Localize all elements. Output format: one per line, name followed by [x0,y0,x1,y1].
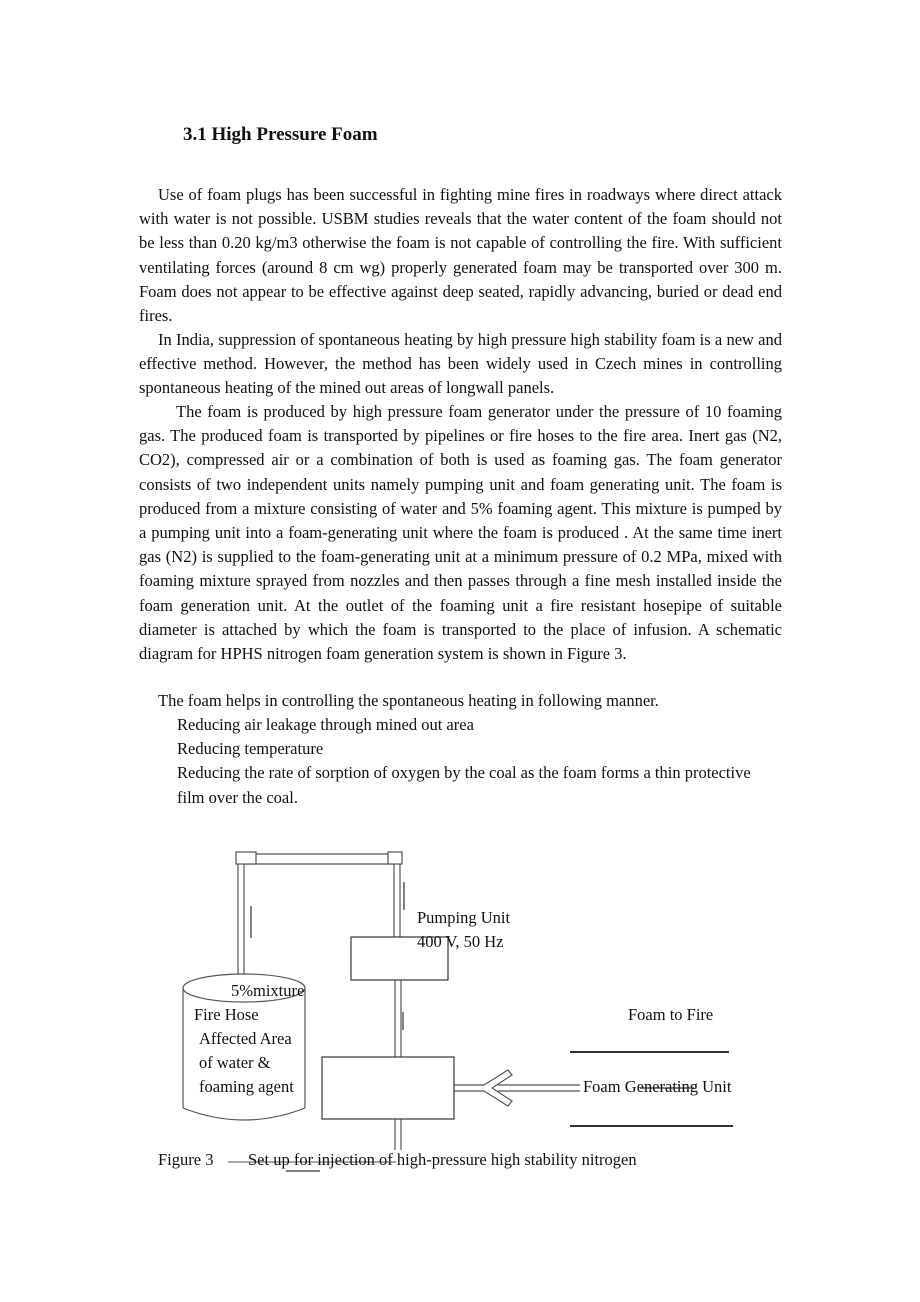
list-item: Reducing temperature [177,739,324,759]
paragraph-foam-production: The foam is produced by high pressure foam generator under the pressure of 10 foaming gas. The produced foam is transported by pipelines or fire hoses to the fire area. Inert gas (N2, CO2), compressed air or a combination of both is used as foaming gas. The foam generator consists of two independent units namely pumping unit and foam generating unit. The foam is produced from a mixture consisting of water and 5% foaming agent. This mixture is pumped by a pumping unit into a foam-generating unit where the foam is produced . At the same time inert gas (N2) is supplied to the foam-generating unit at a minimum pressure of 0.2 MPa, mixed with foaming mixture sprayed from nozzles and then passes through a fine mesh installed inside the foam generation unit. At the outlet of the foaming unit a fire resistant hosepipe of suitable diameter is attached by which the foam is transported to the place of infusion. A schematic diagram for HPHS nitrogen foam generation system is shown in Figure 3. [139,402,782,664]
list-item: Reducing the rate of sorption of oxygen by the coal as the foam forms a thin protective film over the coal. [177,763,751,807]
paragraph-india: In India, suppression of spontaneous heating by high pressure high stability foam is a new and effective method. However, the method has been widely used in Czech mines in controlling spontaneous heating of the mined out areas of longwall panels. [139,330,782,398]
mixture-label: 5%mixture [231,981,305,1000]
foam-generating-unit-label: Foam Generating Unit [583,1077,732,1096]
water-label: of water & [199,1053,271,1072]
figure-caption-label: Figure 3 [158,1150,214,1169]
paragraph-foam-helps: The foam helps in controlling the spontaneous heating in following manner. [158,691,659,710]
foam-generating-unit-box [322,1057,454,1119]
paragraph-foam-plugs: Use of foam plugs has been successful in fighting mine fires in roadways where direct attack with water is not possible. USBM studies reveals that the water content of the foam should not be less than 0.20 kg/m3 otherwise the foam is not capable of controlling the fire. With sufficient ventilating forces (around 8 cm wg) properly generated foam may be transported over 300 m. Foam does not appear to be effective against deep seated, rapidly advancing, buried or dead end fires. [139,185,782,326]
figure-caption-text: Set up for injection of high-pressure high stability nitrogen [248,1150,637,1169]
list-item: Reducing air leakage through mined out area [177,715,474,734]
fire-hose-label: Fire Hose [194,1005,259,1024]
foaming-agent-label: foaming agent [199,1077,294,1096]
foam-to-fire-label: Foam to Fire [628,1005,714,1024]
affected-area-label: Affected Area [199,1029,292,1048]
section-heading: 3.1 High Pressure Foam [183,124,378,145]
pumping-unit-label: Pumping Unit [417,908,511,927]
voltage-label: 400 V, 50 Hz [417,932,504,951]
